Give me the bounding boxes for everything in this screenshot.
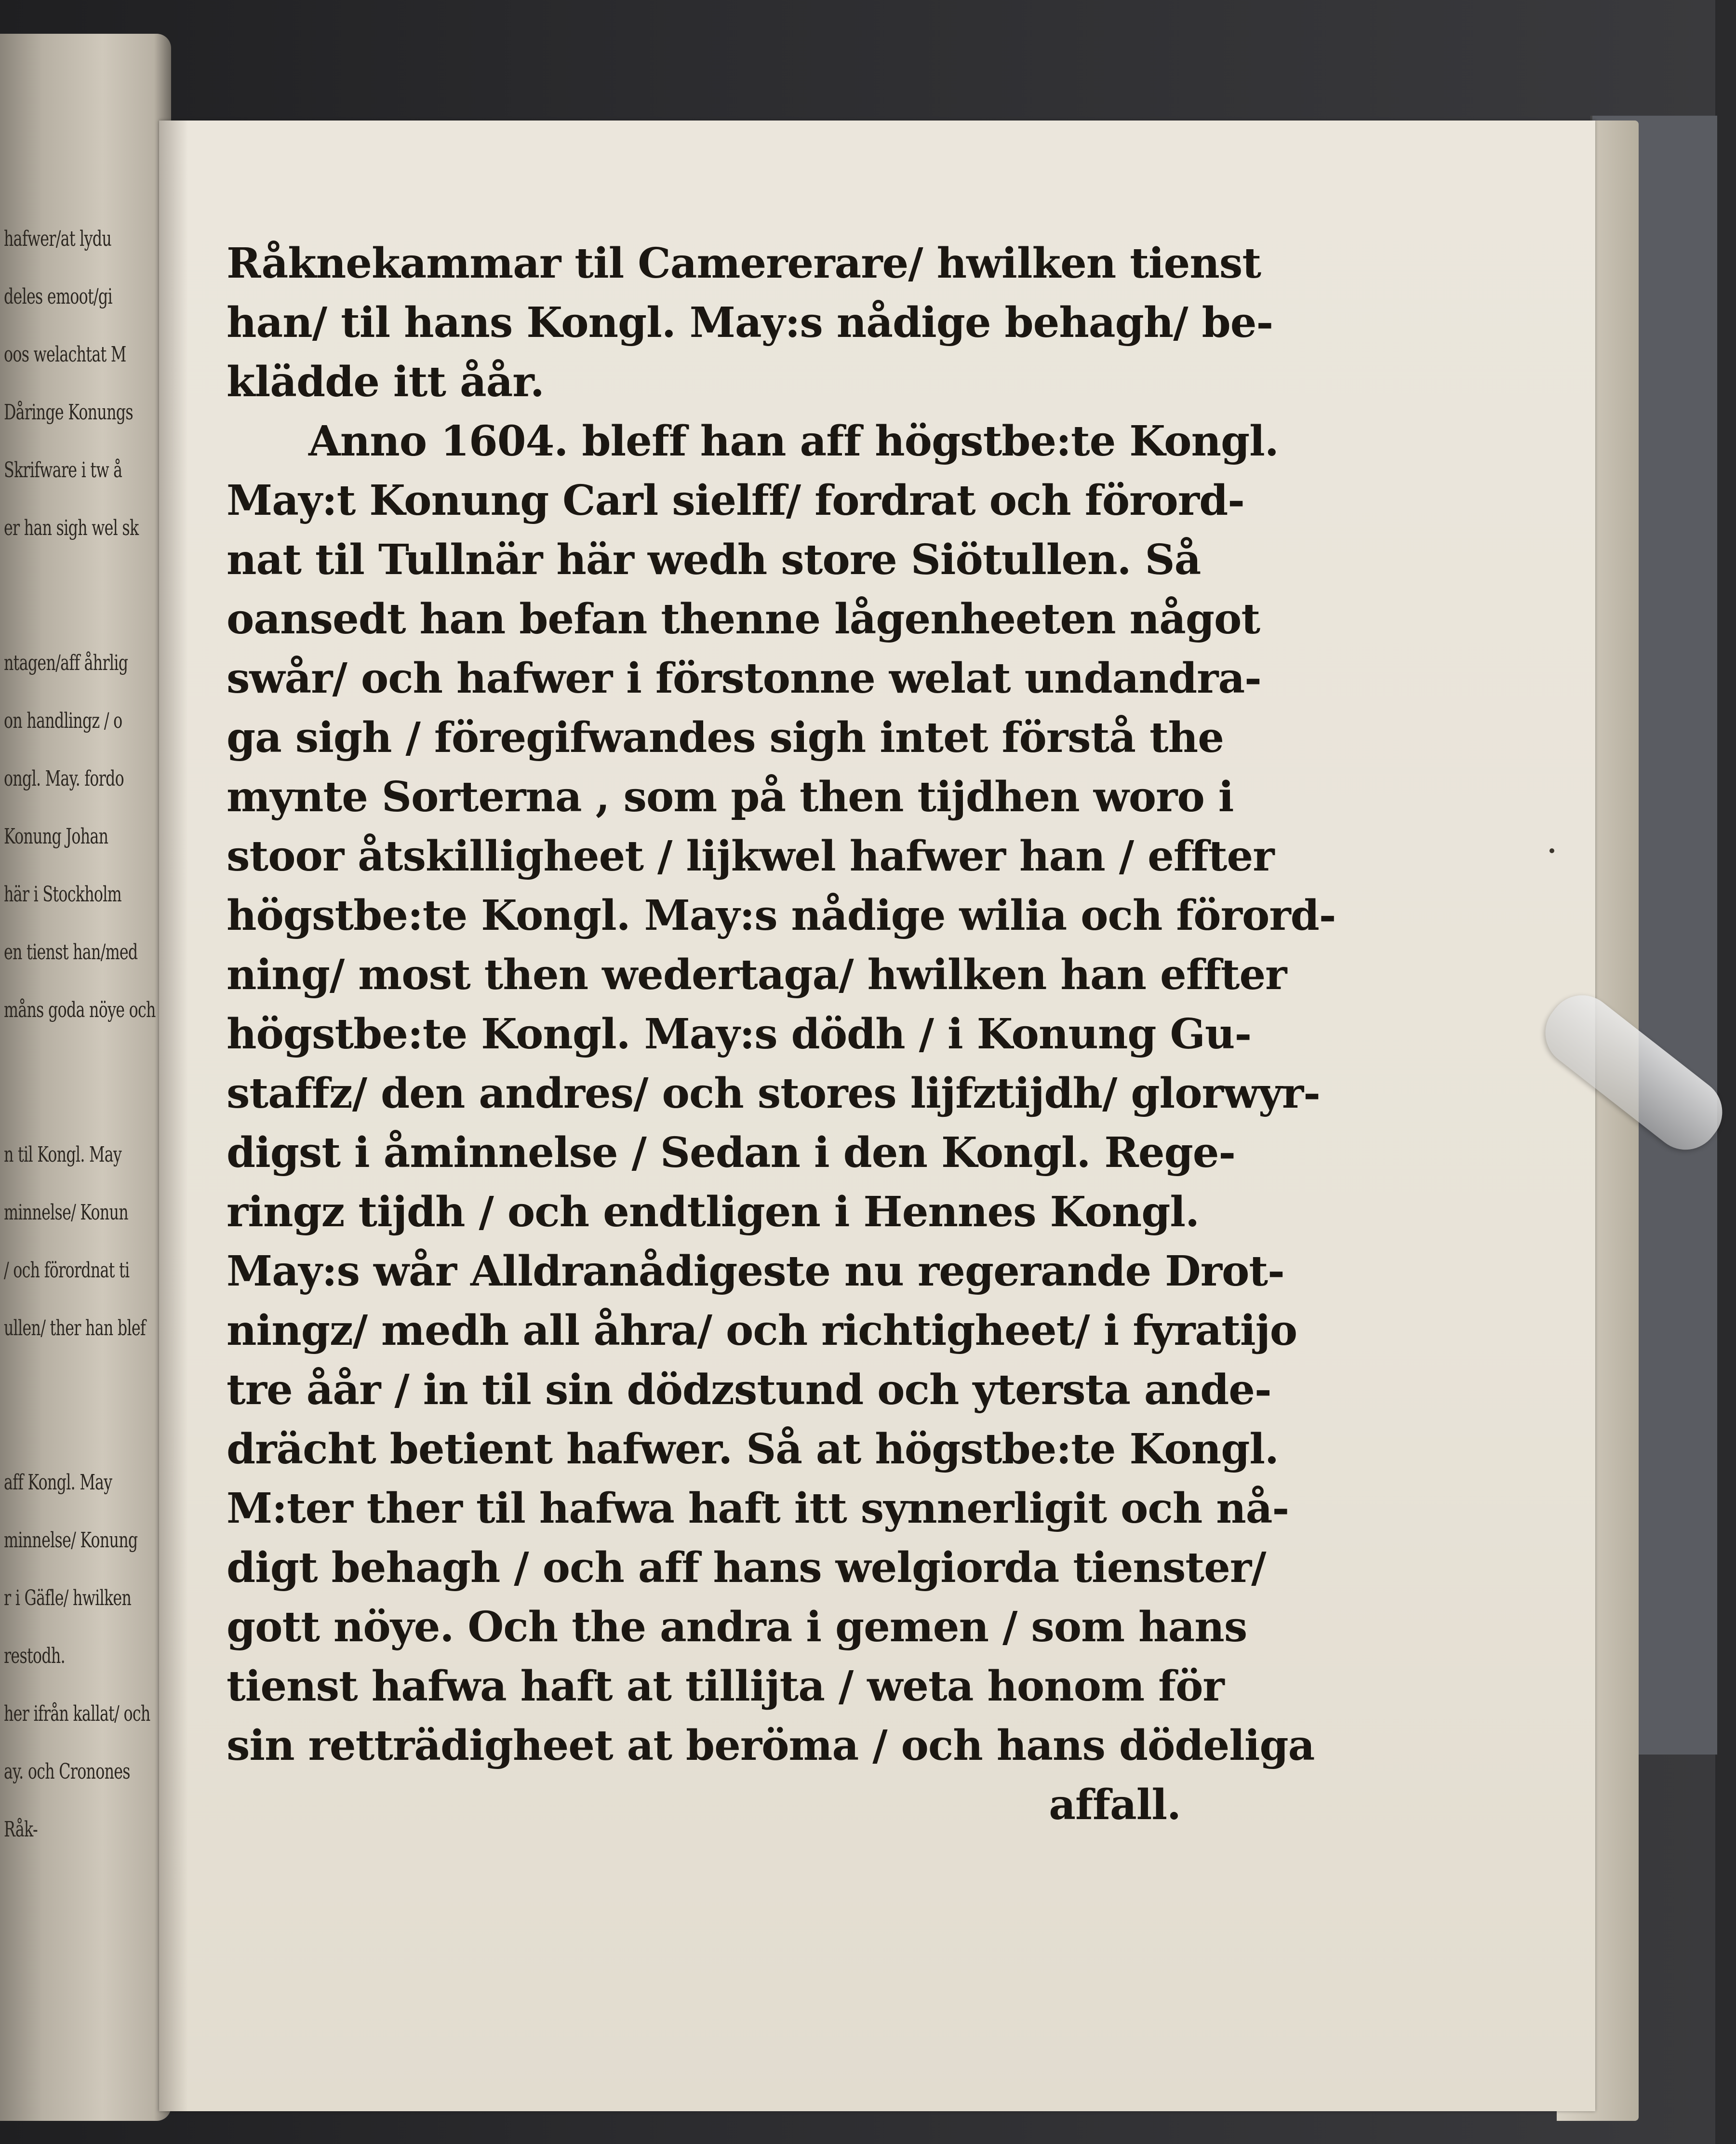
text-line: ningz/ medh all åhra/ och richtigheet/ i fyratijo (227, 1306, 1297, 1355)
left-page-line: ay. och Cronones (4, 1759, 130, 1784)
text-line: stoor åtskilligheet / lijkwel hafwer han / effter (227, 832, 1274, 881)
text-line: högstbe:te Kongl. May:s nådige wilia och förord- (227, 891, 1336, 940)
left-page-line: restodh. (4, 1644, 65, 1668)
text-line: tre åår / in til sin dödzstund och ytersta ande- (227, 1366, 1271, 1414)
left-page-line: on handlingz / o (4, 709, 122, 733)
left-page-line: en tienst han/med (4, 940, 138, 965)
left-page-line: ullen/ ther han blef (4, 1316, 146, 1340)
left-page-line: r i Gäfle/ hwilken (4, 1586, 132, 1610)
left-page-line: oos welachtat M (4, 342, 126, 367)
text-line: Anno 1604. bleff han aff högstbe:te Kongl. (308, 417, 1279, 466)
text-line: digst i åminnelse / Sedan i den Kongl. Rege- (227, 1128, 1236, 1177)
left-page-line: ongl. May. fordo (4, 766, 124, 791)
text-line: gott nöye. Och the andra i gemen / som hans (227, 1603, 1247, 1651)
text-line: nat til Tullnär här wedh store Siötullen. Så (227, 536, 1201, 584)
text-line: May:s wår Alldranådigeste nu regerande Drot- (227, 1247, 1284, 1296)
left-page (0, 34, 171, 2121)
text-line: drächt betient hafwer. Så at högstbe:te Kongl. (227, 1425, 1279, 1474)
left-page-line: n til Kongl. May (4, 1142, 122, 1167)
text-line: klädde itt åår. (227, 358, 544, 406)
text-line: swår/ och hafwer i förstonne welat undandra- (227, 654, 1261, 703)
left-page-line: deles emoot/gi (4, 284, 112, 309)
text-line: M:ter ther til hafwa haft itt synnerligit och nå- (227, 1484, 1289, 1533)
text-line: högstbe:te Kongl. May:s dödh / i Konung Gu- (227, 1010, 1252, 1059)
catchword: affall. (1049, 1781, 1181, 1829)
ink-speck (1549, 848, 1554, 853)
gutter-shadow (159, 121, 188, 2111)
left-page-line: her ifrån kallat/ och (4, 1702, 150, 1726)
left-page-line: ntagen/aff åhrlig (4, 651, 128, 675)
text-line: tienst hafwa haft at tillijta / weta honom för (227, 1662, 1224, 1711)
main-text-block (227, 234, 1336, 1835)
text-line: ga sigh / föregifwandes sigh intet förstå the (227, 713, 1224, 762)
left-page-line: / och förordnat ti (4, 1258, 130, 1283)
text-line: ning/ most then wedertaga/ hwilken han effter (227, 951, 1287, 999)
left-page-line: aff Kongl. May (4, 1470, 112, 1495)
left-page-line: hafwer/at lydu (4, 227, 112, 251)
left-page-line: Dåringe Konungs (4, 400, 133, 425)
left-page-line: måns goda nöye och (4, 998, 156, 1022)
text-line: digt behagh / och aff hans welgiorda tienster/ (227, 1543, 1266, 1592)
text-line: ringz tijdh / och endtligen i Hennes Kongl. (227, 1188, 1200, 1236)
text-line: sin retträdigheet at beröma / och hans dödeliga (227, 1721, 1315, 1770)
left-page-line: minnelse/ Konun (4, 1200, 128, 1225)
text-line: May:t Konung Carl sielff/ fordrat och förord- (227, 476, 1244, 525)
text-line: staffz/ den andres/ och stores lijfztijdh/ glorwyr- (227, 1069, 1320, 1118)
text-line: han/ til hans Kongl. May:s nådige behagh/ be- (227, 298, 1273, 347)
text-line: Råknekammar til Camererare/ hwilken tienst (227, 239, 1261, 288)
left-page-line: Konung Johan (4, 824, 108, 849)
left-page-line: minnelse/ Konung (4, 1528, 138, 1553)
left-page-line: här i Stockholm (4, 882, 122, 907)
text-line: oansedt han befan thenne lågenheeten något (227, 595, 1260, 643)
text-line: mynte Sorterna , som på then tijdhen woro i (227, 773, 1234, 821)
left-page-line: Råk- (4, 1817, 38, 1842)
left-page-line: Skrifware i tw å (4, 458, 122, 482)
left-page-line: er han sigh wel sk (4, 516, 139, 540)
